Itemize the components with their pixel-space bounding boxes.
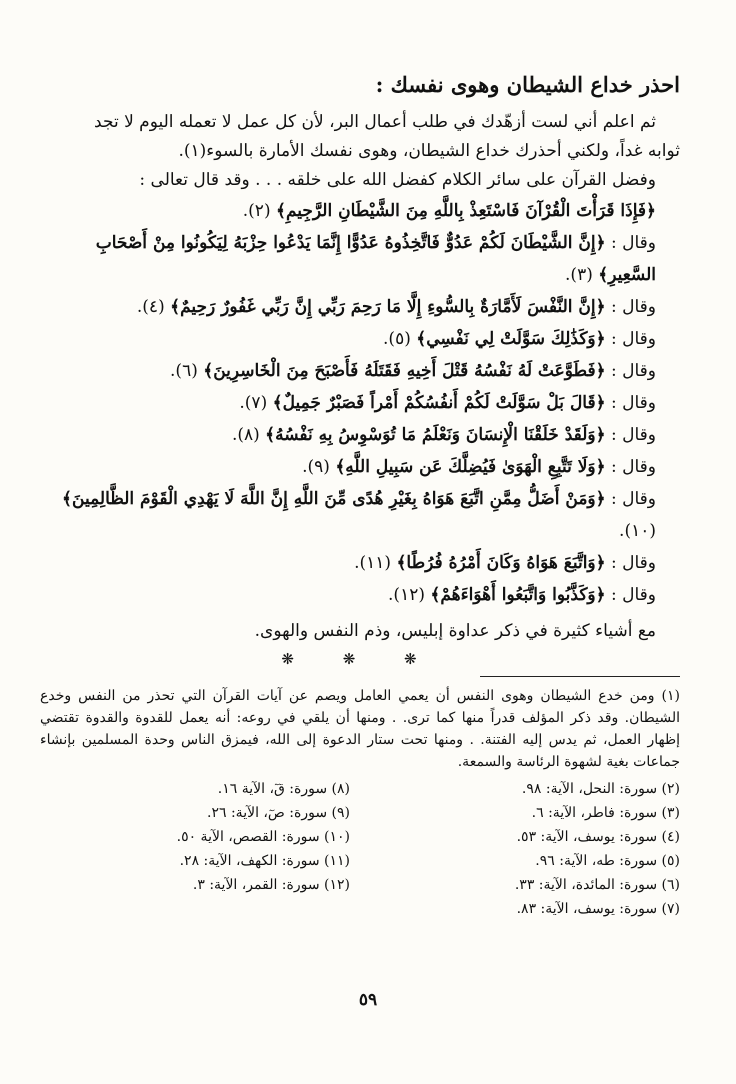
- page-number: ٥٩: [358, 990, 378, 1010]
- verse-ref: (٨).: [231, 425, 260, 445]
- verse-text: ﴿وَلَا تَتَّبِعِ الْهَوَىٰ فَيُضِلَّكَ عَن سَبِيلِ اللَّهِ﴾: [335, 457, 606, 477]
- verse-prefix: وقال :: [605, 297, 656, 317]
- verse-prefix: وقال :: [605, 553, 656, 573]
- reference-item: (١٢) سورة: القمر، الآية: ٣.: [192, 877, 350, 893]
- verse-item: [40, 547, 680, 579]
- section-heading: احذر خداع الشيطان وهوى نفسك :: [375, 72, 680, 97]
- references-right-column: [370, 777, 680, 921]
- verse-ref: (٤).: [136, 297, 165, 317]
- verse-ref: (٢).: [242, 201, 271, 221]
- verse-item: [40, 483, 680, 547]
- reference-item: (٥) سورة: طه، الآية: ٩٦.: [535, 853, 680, 869]
- intro-line: ثم اعلم أني لست أزهّدك في طلب أعمال البر، لأن كل عمل لا تعمله اليوم لا تجد: [94, 112, 656, 132]
- verse-item: [40, 291, 680, 323]
- verse-text: ﴿وَلَقَدْ خَلَقْنَا الْإِنسَانَ وَنَعْلَمُ مَا تُوَسْوِسُ بِهِ نَفْسُهُ﴾: [265, 425, 606, 445]
- footnote: (١) ومن خدع الشيطان وهوى النفس أن يعمي العامل ويصم عن آيات القرآن التي تحذر من النفس وخدع الشيطان. وقد ذكر المؤلف قدراً منها كما ترى. . ومنها أن يلقي في روعه: أنه يعمل للقدوة والقدوة تقتضي إظهار العمل، ثم يدس إليه الفتنة. . ومنها تحت ستار الدعوة إلى الله، فيمزق الناس وحدة المسلمين بإنشاء جماعات بغية لشهوة الرئاسة والسمعة.: [40, 688, 680, 770]
- verse-text: ﴿إِنَّ الشَّيْطَانَ لَكُمْ عَدُوٌّ فَاتَّخِذُوهُ عَدُوًّا إِنَّمَا يَدْعُوا حِزْبَهُ لِيَكُونُوا مِنْ أَصْحَابِ السَّعِيرِ﴾: [95, 233, 656, 285]
- verse-text: ﴿فَإِذَا قَرَأْتَ الْقُرْآنَ فَاسْتَعِذْ بِاللَّهِ مِنَ الشَّيْطَانِ الرَّجِيمِ﴾: [275, 201, 656, 221]
- verse-text: ﴿وَكَذَّبُوا وَاتَّبَعُوا أَهْوَاءَهُمْ﴾: [430, 585, 606, 605]
- verse-item: [40, 451, 680, 483]
- verse-ref: (٥).: [383, 329, 411, 349]
- verse-ref: (٩).: [302, 457, 330, 477]
- intro-line: وفضل القرآن على سائر الكلام كفضل الله على خلقه . . . وقد قال تعالى :: [139, 170, 656, 190]
- reference-item: (٤) سورة: يوسف، الآية: ٥٣.: [516, 829, 680, 845]
- reference-item: (٨) سورة: قٓ، الآية ١٦.: [217, 781, 350, 797]
- verse-text: ﴿فَطَوَّعَتْ لَهُ نَفْسُهُ قَتْلَ أَخِيهِ فَقَتَلَهُ فَأَصْبَحَ مِنَ الْخَاسِرِينَ﴾: [203, 361, 606, 381]
- verse-prefix: وقال :: [605, 585, 656, 605]
- verse-ref: (٣).: [565, 265, 593, 285]
- verse-prefix: وقال :: [605, 393, 656, 413]
- verse-ref: (١٠).: [619, 521, 656, 541]
- section-ornament: ❋ ❋ ❋: [281, 650, 439, 668]
- verse-text: ﴿وَمَنْ أَضَلُّ مِمَّنِ اتَّبَعَ هَوَاهُ بِغَيْرِ هُدًى مِّنَ اللَّهِ إِنَّ اللَّهَ لَا يَهْدِي الْقَوْمَ الظَّالِمِينَ﴾: [62, 489, 606, 509]
- verse-ref: (٧).: [239, 393, 268, 413]
- verse-prefix: وقال :: [605, 457, 656, 477]
- reference-item: (٧) سورة: يوسف، الآية: ٨٣.: [516, 901, 680, 917]
- intro-line: ثوابه غداً، ولكني أحذرك خداع الشيطان، وهوى نفسك الأمارة بالسوء(١).: [178, 141, 680, 161]
- closing-text: مع أشياء كثيرة في ذكر عداوة إبليس، وذم النفس والهوى.: [254, 621, 656, 641]
- reference-item: (٢) سورة: النحل، الآية: ٩٨.: [521, 781, 680, 797]
- verse-ref: (١٢).: [388, 585, 425, 605]
- verse-prefix: وقال :: [605, 233, 656, 253]
- verse-text: ﴿وَاتَّبَعَ هَوَاهُ وَكَانَ أَمْرُهُ فُرُطًا﴾: [396, 553, 606, 573]
- page-body: [40, 70, 680, 921]
- footnote-references: [40, 777, 680, 921]
- verse-prefix: وقال :: [605, 361, 656, 381]
- verse-prefix: وقال :: [605, 489, 656, 509]
- reference-item: (٣) سورة: فاطر، الآية: ٦.: [531, 805, 680, 821]
- reference-item: (٦) سورة: المائدة، الآية: ٣٣.: [514, 877, 680, 893]
- verse-item: [40, 195, 680, 227]
- footnote-divider: [480, 676, 680, 677]
- verse-list: [40, 195, 680, 611]
- verse-prefix: وقال :: [605, 329, 656, 349]
- reference-item: (٩) سورة: صٓ، الآية: ٢٦.: [207, 805, 350, 821]
- verse-ref: (٦).: [170, 361, 198, 381]
- reference-item: (١١) سورة: الكهف، الآية: ٢٨.: [179, 853, 350, 869]
- verse-text: ﴿إِنَّ النَّفْسَ لَأَمَّارَةٌ بِالسُّوءِ إِلَّا مَا رَحِمَ رَبِّي إِنَّ رَبِّي غَفُورٌ رَحِيمٌ﴾: [170, 297, 606, 317]
- verse-item: [40, 579, 680, 611]
- reference-item: (١٠) سورة: القصص، الآية ٥٠.: [176, 829, 350, 845]
- verse-item: [40, 387, 680, 419]
- verse-item: [40, 323, 680, 355]
- verse-prefix: وقال :: [605, 425, 656, 445]
- verse-item: [40, 227, 680, 291]
- verse-text: ﴿قَالَ بَلْ سَوَّلَتْ لَكُمْ أَنفُسُكُمْ أَمْراً فَصَبْرٌ جَمِيلٌ﴾: [272, 393, 606, 413]
- verse-item: [40, 355, 680, 387]
- verse-text: ﴿وَكَذَٰلِكَ سَوَّلَتْ لِي نَفْسِي﴾: [416, 329, 606, 349]
- verse-ref: (١١).: [354, 553, 392, 573]
- verse-item: [40, 419, 680, 451]
- references-left-column: [40, 777, 350, 921]
